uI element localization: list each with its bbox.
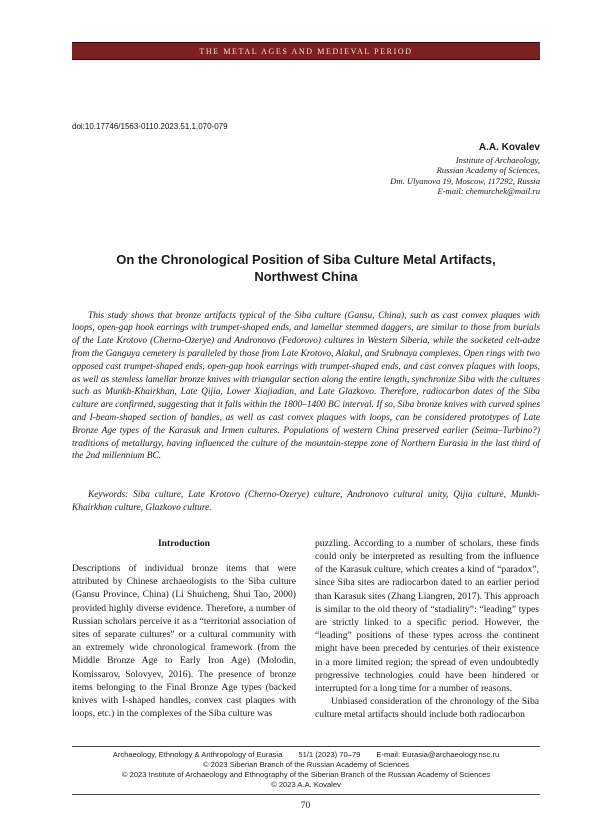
body-paragraph: Descriptions of individual bronze items that were attributed by Chinese archaeologists to the Siba culture (Gansu Province, China) (Li Shuicheng, Shui Tao, 2000) provided highly diverse evidence. Therefore, a number of Russian scholars perceive it as a “territorial association of sites of separate cultures” or a cultural community with an extremely wide chronological framework (from the Middle Bronze Age to Early Iron Age) (Molodin, Komissarov, Solovyev, 2016). The presence of bronze items belonging to the Final Bronze Age types (backed knives with I-shaped handles, convex cast plaques with loops, etc.) in the complexes of the Siba culture was	[72, 562, 296, 720]
author-name: A.A. Kovalev	[478, 142, 540, 153]
page-number: 70	[300, 801, 311, 811]
two-column-body	[72, 537, 540, 722]
section-banner-text: THE METAL AGES AND MEDIEVAL PERIOD	[199, 47, 413, 56]
footer-copyright: © 2023 Siberian Branch of the Russian Academy of Sciences	[202, 760, 410, 769]
footer-journal-title: Archaeology, Ethnology & Anthropology of Eurasia	[112, 750, 283, 759]
author-block	[72, 142, 540, 197]
affiliation-line: Dm. Ulyanova 19, Moscow, 117292, Russia	[390, 175, 540, 186]
footer-issue: 51/1 (2023) 70–79	[298, 750, 361, 759]
page-content	[72, 0, 540, 722]
article-title-line: Northwest China	[254, 269, 358, 285]
footer-copyright: © 2023 A.A. Kovalev	[271, 780, 341, 789]
doi: doi:10.17746/1563-0110.2023.51.1.070-079	[72, 122, 228, 131]
footer-journal-line	[72, 750, 540, 760]
author-email: E-mail: chemurchek@mail.ru	[437, 186, 540, 197]
section-heading-introduction: Introduction	[157, 537, 211, 549]
affiliation-line: Institute of Archaeology,	[455, 155, 540, 165]
section-banner	[72, 42, 540, 60]
body-paragraph: puzzling. According to a number of scholars, these finds could only be interpreted as resulting from the influence of the Karasuk culture, which creates a kind of “paradox”, since Siba sites are radiocarbon dated to an earlier period than Karasuk sites (Zhang Liangren, 2017). This approach is similar to the old theory of “stadiality”: “leading” types are strictly linked to a specific period. However, the “leading” positions of these types across the continent might have been preceded by centuries of their existence in a more limited region; the spread of even undoubtedly progressive technologies could have been hindered or interrupted for a long time for a number of reasons.	[315, 537, 539, 695]
abstract: This study shows that bronze artifacts typical of the Siba culture (Gansu, China), such as cast convex plaques with loops, open-gap hook earrings with trumpet-shaped ends, and lamellar stemmed daggers, are similar to those from burials of the Late Krotovo (Cherno-Ozerye) and Andronovo (Fedorovo) cultures in Western Siberia, while the socketed celt-adze from the Ganguya cemetery is paralleled by those from Late Krotovo, Alakul, and Srubnaya complexes. Open rings with two opposed cast trumpet-shaped ends, open-gap hook earrings with trumpet-shaped ends, and cast convex plaques with loops, as well as stemless lamellar bronze knives with triangular section along the entire length, synchronize Siba with the cultures such as Munkh-Khairkhan, Late Qijia, Lower Xiajiadian, and Late Glazkovo. Therefore, radiocarbon dates of the Siba culture are confirmed, suggesting that it falls within the 1800–1400 BC interval. If so, Siba bronze knives with curved spines and I-beam-shaped section of handles, as well as cast convex plaques with loops, can be considered prototypes of Late Bronze Age types of the Karasuk and Irmen cultures. Populations of western China preserved earlier (Seima–Turbino?) traditions of metallurgy, having influenced the culture of the mountain-steppe zone of Northern Eurasia in the last third of the 2nd millennium BC.	[72, 310, 540, 462]
affiliation-line: Russian Academy of Sciences,	[436, 165, 540, 176]
article-title-line: On the Chronological Position of Siba Culture Metal Artifacts,	[116, 251, 496, 267]
article-title	[72, 251, 540, 286]
footer-email: E-mail: Eurasia@archaeology.nsc.ru	[376, 750, 500, 759]
keywords: Keywords: Siba culture, Late Krotovo (Cherno-Ozerye) culture, Andronovo cultural unity, Qijia culture, Munkh-Khairkhan culture, Glazkovo culture.	[72, 490, 540, 513]
left-column	[72, 537, 296, 722]
footer-copyright: © 2023 Institute of Archaeology and Ethnography of the Siberian Branch of the Russian Academy of Sciences	[121, 770, 491, 779]
right-column	[315, 537, 539, 722]
body-paragraph: Unbiased consideration of the chronology of the Siba culture metal artifacts should include both radiocarbon	[315, 696, 539, 721]
page-footer	[72, 746, 540, 795]
